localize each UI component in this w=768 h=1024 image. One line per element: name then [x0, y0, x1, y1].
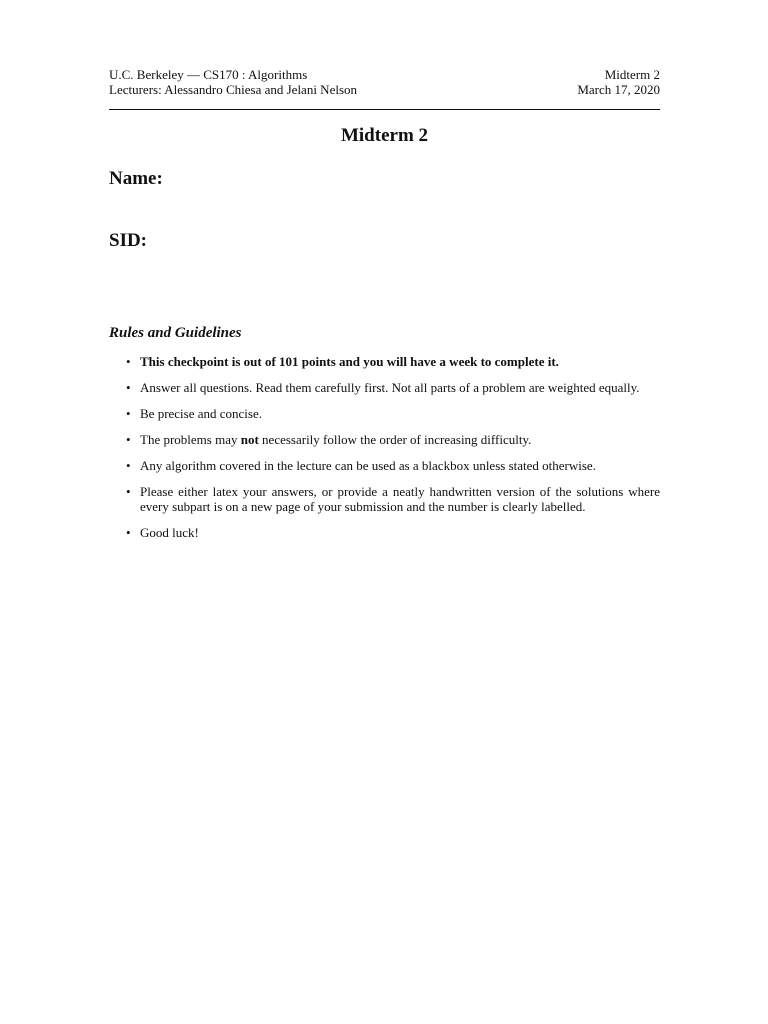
- bullet: •: [126, 458, 131, 473]
- bullet: •: [126, 354, 131, 369]
- exam-date: March 17, 2020: [577, 82, 660, 97]
- rule-item: [109, 406, 660, 421]
- exam-name: Midterm 2: [604, 67, 660, 82]
- bullet: •: [126, 525, 131, 540]
- header-row-top: [109, 67, 660, 82]
- bullet: •: [126, 432, 131, 447]
- rule-item: [109, 432, 660, 447]
- rule-item: [109, 354, 660, 369]
- rules-heading: Rules and Guidelines: [109, 325, 242, 341]
- rule-text: Any algorithm covered in the lecture can be used as a blackbox unless stated otherwise.: [140, 458, 596, 473]
- rule-item: [109, 525, 660, 540]
- bullet: •: [126, 484, 131, 499]
- header-divider: [109, 109, 660, 110]
- header-row-bottom: [109, 82, 660, 97]
- rule-text-emphasis: not: [240, 432, 259, 447]
- rule-text-pre: The problems may: [140, 432, 238, 447]
- sid-field-label: SID:: [109, 230, 148, 251]
- rule-text-post: necessarily follow the order of increasing difficulty.: [262, 432, 532, 447]
- rule-item: [109, 484, 660, 514]
- rule-text: Be precise and concise.: [140, 406, 263, 421]
- bullet: •: [126, 406, 131, 421]
- name-field-label: Name:: [109, 168, 163, 189]
- rule-text: Good luck!: [140, 525, 199, 540]
- rule-item: [109, 380, 660, 395]
- bullet: •: [126, 380, 131, 395]
- rule-text: Please either latex your answers, or provide a neatly handwritten version of the solutions where every subpart is on a new page of your submission and the number is clearly labelled.: [140, 484, 660, 514]
- lecturers: Lecturers: Alessandro Chiesa and Jelani Nelson: [109, 82, 358, 97]
- rules-list: [109, 354, 660, 551]
- page-header: [109, 67, 660, 97]
- rule-text: This checkpoint is out of 101 points and you will have a week to complete it.: [140, 354, 559, 369]
- page-title: Midterm 2: [340, 125, 429, 146]
- rule-text: Answer all questions. Read them carefully first. Not all parts of a problem are weighted equally.: [140, 380, 640, 395]
- rule-item: [109, 458, 660, 473]
- course-name: U.C. Berkeley — CS170 : Algorithms: [109, 67, 308, 82]
